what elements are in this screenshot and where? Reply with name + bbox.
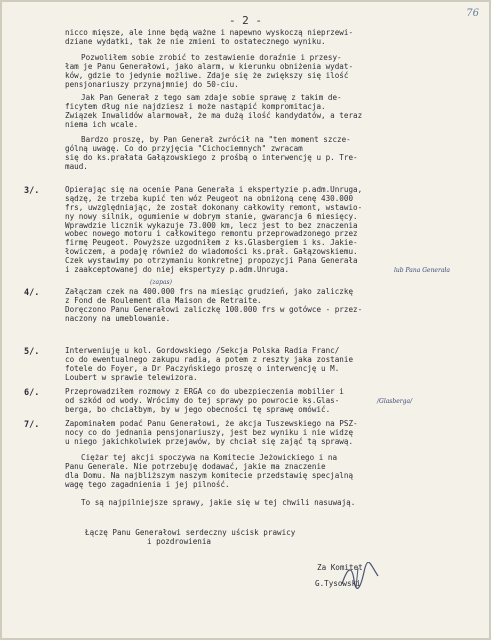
text-line: gólną uwagę. Co do przyjęcia "Cichociemnych" zwracam xyxy=(65,143,303,153)
text-line: Panu Generale. Nie potrzebuję dodawać, jakie ma znaczenie xyxy=(65,461,326,471)
text-line: się do ks.prałata Gałązowskiego z prośbą o interwencję u p. Tre- xyxy=(65,152,358,162)
item-marker: 3/. xyxy=(24,186,40,196)
item-7-paragraph xyxy=(65,420,358,447)
text-line: sądzę, że trzeba kupić ten wóz Peugeot na obniżoną cenę 430.000 xyxy=(65,193,354,203)
text-line: berga, bo chciałbym, by w jego obecności tę sprawę omówić. xyxy=(65,404,331,414)
item-3-paragraph xyxy=(65,186,362,275)
text-line: co do ewentualnego zakupu radia, a potem z reszty jaka zostanie xyxy=(65,354,354,364)
text-line: dla Domu. Na najbliższym naszym komitecie przedstawię specjalną xyxy=(65,470,354,480)
handwritten-page-number: 76 xyxy=(466,8,479,19)
request-paragraph xyxy=(65,136,358,172)
text-line: maud. xyxy=(65,161,88,171)
text-line: Łączę Panu Generałowi serdeczny uścisk prawicy xyxy=(85,528,296,537)
text-line: nocy co do jednania pensjonariuszy, jest bez wyniku i nie widzę xyxy=(65,427,354,437)
text-line: Przeprowadziłem rozmowy z ERGA co do ubezpieczenia mobilier i xyxy=(65,387,344,396)
text-line: Ciężar tej akcji spoczywa na Komitecie Jeżowickiego i na xyxy=(81,453,338,462)
text-line: niema ich wcale. xyxy=(65,119,139,129)
text-line: frs, uwzględniając, że został dokonany całkowity remont, wstawio- xyxy=(65,202,363,212)
text-line: wagę tego zagadnienia i jej pilność. xyxy=(65,479,230,489)
text-line: i pozdrowienia xyxy=(147,536,212,546)
text-line: dziane wydatki, tak że nie zmieni to ostatecznego wyniku. xyxy=(65,36,326,46)
text-line: firmę Peugeot. Powyższe uzgodniłem z ks.Glasbergiem i ks. Jakie- xyxy=(65,238,358,248)
summary-paragraph xyxy=(65,54,353,90)
intro-paragraph xyxy=(65,29,353,47)
text-line: Zapominałem podać Panu Generałowi, że akcja Tuszewskiego na PSZ- xyxy=(65,419,358,428)
text-line: łowiczem, a podaję również do wiadomości ks.prał. Gałązowskiemu. xyxy=(65,247,358,257)
text-line: Związek Inwalidów alarmował, że ma dużą ilość kandydatów, a teraz xyxy=(65,110,363,120)
text-line: Doręczono Panu Generałowi zaliczkę 100.000 frs w gotówce - przez- xyxy=(65,304,363,314)
item-marker: 5/. xyxy=(24,347,40,357)
text-line: Bardzo proszę, by Pan Generał zwrócił na "ten moment szcze- xyxy=(81,135,351,144)
text-line: pensjonariuszy przynajmniej do 50-ciu. xyxy=(65,79,239,89)
burden-paragraph xyxy=(65,454,353,490)
text-line: od szkód od wody. Wrócimy do tej sprawy po powrocie ks.Glas- xyxy=(65,395,340,405)
closing-line: To są najpilniejsze sprawy, jakie się w tej chwili nasuwają. xyxy=(81,498,356,507)
handwritten-annotation: lub Pana Generała xyxy=(394,267,450,274)
text-line: Czek wystawimy po otrzymaniu konkretnej propozycji Pana Generała xyxy=(65,256,358,266)
text-line: łam je Panu Generałowi, jako alarm, w kierunku obniżenia wydat- xyxy=(65,61,354,71)
signatory-name: G.Tysowski xyxy=(315,579,361,588)
text-line: Wprawdzie licznik wykazuje 73.000 km, lecz jest to bez znaczenia xyxy=(65,220,358,230)
deficit-paragraph xyxy=(65,94,362,130)
committee-label: Za Komitet xyxy=(317,563,363,572)
text-line: u niego jakichkolwiek przejawów, by chciał się zająć tą sprawą. xyxy=(65,436,354,446)
text-line: Załączam czek na 400.000 frs na miesiąc grudzień, jako zaliczkę xyxy=(65,287,354,296)
item-marker: 6/. xyxy=(24,388,40,398)
greeting xyxy=(85,529,295,547)
text-line: ków, gdzie to jedynie możliwe. Zdaje się że zwiększy się ilość xyxy=(65,70,349,80)
text-line: Jak Pan Generał z tego sam zdaje sobie sprawę z takim de- xyxy=(81,93,342,102)
text-line: fotele do Foyer, a Dr Paczyńskiego proszę o interwencję u M. xyxy=(65,363,340,373)
text-line: ny nowy silnik, ogumienie w dobrym stanie, gwarancja 6 miesięcy. xyxy=(65,211,358,221)
item-marker: 4/. xyxy=(24,288,40,298)
text-line: Opierając się na ocenie Pana Generała i ekspertyzie p.adm.Unruga, xyxy=(65,185,363,194)
page-header: - 2 - xyxy=(228,14,263,27)
handwritten-annotation: (zapas) xyxy=(150,279,172,286)
text-line: nicco mięsze, ale inne będą ważne i napewno wyskoczą nieprzewi- xyxy=(65,28,354,37)
text-line: Loubert w sprawie telewizora. xyxy=(65,372,198,382)
item-marker: 7/. xyxy=(24,420,40,430)
text-line: naczony na umeblowanie. xyxy=(65,313,171,323)
item-4-paragraph xyxy=(65,288,362,324)
text-line: z Fond de Roulement dla Maison de Retraite. xyxy=(65,295,262,305)
text-line: Interweniuję u kol. Gordowskiego /Sekcja Polska Radia Franc/ xyxy=(65,346,340,355)
handwritten-annotation: /Glasberga/ xyxy=(377,398,413,405)
text-line: ficytem dług nie najdziesz i może nastąpić kompromitacja. xyxy=(65,101,326,111)
item-5-paragraph xyxy=(65,347,353,383)
text-line: wobec nowego motoru i całkowitego remontu przeprowadzonego przez xyxy=(65,229,358,239)
text-line: i zaakceptowanej do niej ekspertyzy p.adm.Unruga. xyxy=(65,265,290,275)
text-line: Pozwoliłem sobie zrobić to zestawienie doraźnie i przesy- xyxy=(81,53,342,62)
item-6-paragraph xyxy=(65,388,344,415)
